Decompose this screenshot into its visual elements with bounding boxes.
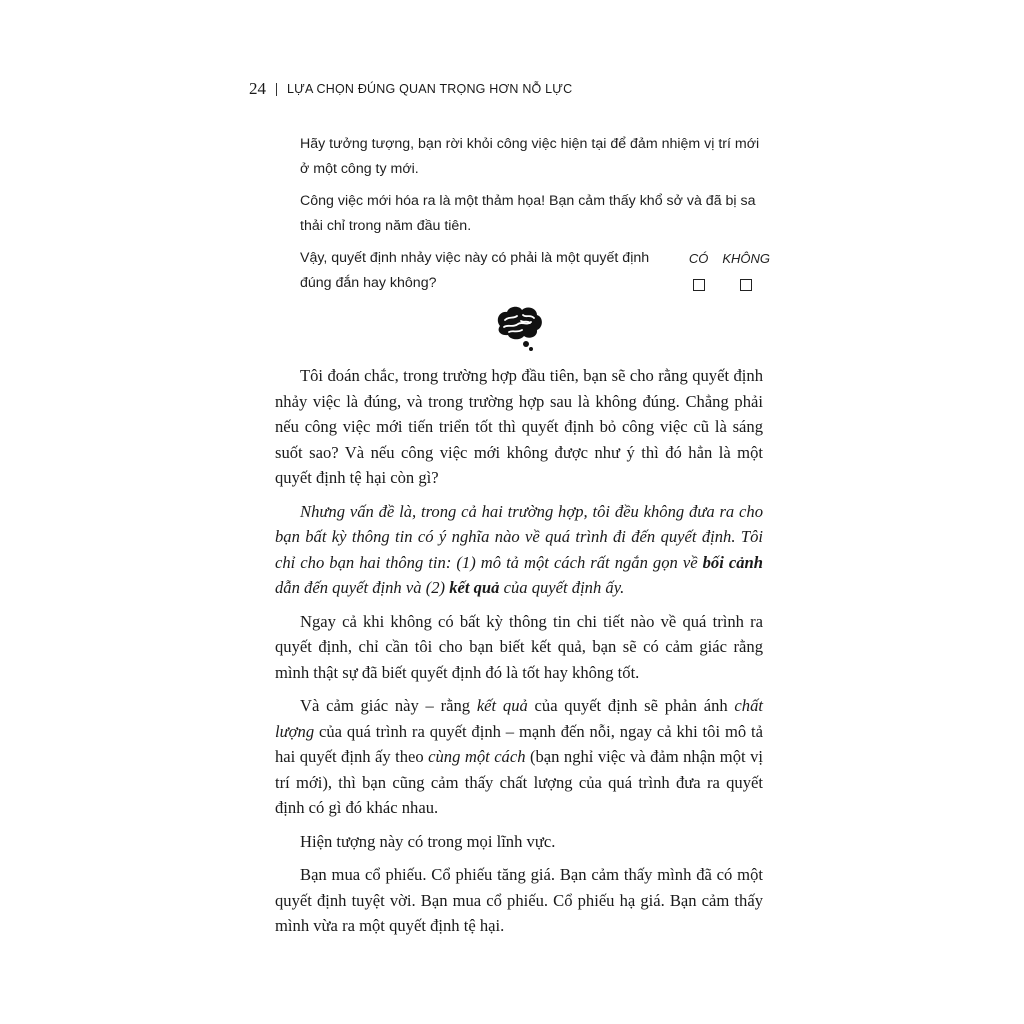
- question-row: [300, 246, 770, 296]
- scenario-paragraph-1: Hãy tưởng tượng, bạn rời khỏi công việc hiện tại để đảm nhiệm vị trí mới ở một công ty mới.: [300, 136, 760, 177]
- scenario-question: Vậy, quyết định nhảy việc này có phải là một quyết định đúng đắn hay không?: [300, 250, 650, 291]
- p2-part-a: Nhưng vấn đề là, trong cả hai trường hợp, tôi đều không đưa ra cho bạn bất kỳ thông tin có ý nghĩa nào về quá trình đi đến quyết định. Tôi chỉ cho bạn hai thông tin: (1) mô tả một cách rất ngắn gọn về: [275, 501, 763, 572]
- body-paragraph-5: Hiện tượng này có trong mọi lĩnh vực.: [300, 831, 556, 851]
- p4-italic-same-way: cùng một cách: [428, 747, 526, 766]
- body-paragraph-2: [275, 499, 763, 601]
- p4-part-e: của quá trình ra quyết định – mạnh đến nỗi, ngay cả khi tôi mô tả hai quyết định ấy theo: [275, 721, 763, 766]
- answer-choices: [689, 246, 770, 296]
- running-header: [249, 79, 572, 99]
- p4-part-a: Và cảm giác này – rằng: [300, 696, 477, 715]
- body-paragraph-1: Tôi đoán chắc, trong trường hợp đầu tiên, bạn sẽ cho rằng quyết định nhảy việc là đúng, và trong trường hợp sau là không đúng. Chẳng phải nếu công việc mới tiến triển tốt thì quyết định bỏ công việc cũ là sáng suốt sao? Và nếu công việc mới không được như ý thì đó hẳn là một quyết định tệ hại còn gì?: [275, 366, 763, 487]
- scenario-box: [300, 132, 770, 296]
- choice-yes-checkbox[interactable]: [693, 279, 705, 291]
- body-paragraph-4: [275, 693, 763, 821]
- header-divider: [276, 83, 277, 96]
- brain-thought-bubble-icon: [493, 304, 545, 352]
- choice-no-label: KHÔNG: [722, 251, 770, 266]
- p2-emphasis-context: bối cảnh: [702, 552, 763, 572]
- p4-italic-quality: chất lượng: [275, 696, 763, 741]
- body-text: [275, 363, 763, 947]
- scenario-paragraph-2: Công việc mới hóa ra là một thảm họa! Bạn cảm thấy khổ sở và đã bị sa thải chỉ trong năm đầu tiên.: [300, 193, 756, 234]
- p4-part-g: (bạn nghỉ việc và đảm nhận một vị trí mới), thì bạn cũng cảm thấy chất lượng của quá trình đưa ra quyết định có gì đó khác nhau.: [275, 747, 763, 817]
- p4-part-c: của quyết định sẽ phản ánh: [527, 696, 735, 715]
- choice-no: [722, 246, 770, 296]
- p2-part-e: của quyết định ấy.: [499, 578, 625, 597]
- choice-no-checkbox[interactable]: [740, 279, 752, 291]
- choice-yes-label: CÓ: [688, 251, 709, 266]
- p2-emphasis-result: kết quả: [449, 578, 500, 597]
- body-paragraph-3: Ngay cả khi không có bất kỳ thông tin chi tiết nào về quá trình ra quyết định, chỉ cần tôi cho bạn biết kết quả, bạn sẽ có cảm giác rằng mình thật sự đã biết quyết định đó là tốt hay không tốt.: [275, 611, 763, 682]
- p4-italic-result: kết quả: [476, 696, 528, 715]
- p2-part-c: dẫn đến quyết định và (2): [275, 578, 450, 597]
- body-paragraph-6: Bạn mua cổ phiếu. Cổ phiếu tăng giá. Bạn cảm thấy mình đã có một quyết định tuyệt vời. Bạn mua cổ phiếu. Cổ phiếu hạ giá. Bạn cảm thấy mình vừa ra một quyết định tệ hại.: [275, 865, 763, 935]
- running-title: LỰA CHỌN ĐÚNG QUAN TRỌNG HƠN NỖ LỰC: [287, 82, 573, 96]
- page-number: 24: [249, 79, 266, 98]
- choice-yes: [689, 246, 709, 296]
